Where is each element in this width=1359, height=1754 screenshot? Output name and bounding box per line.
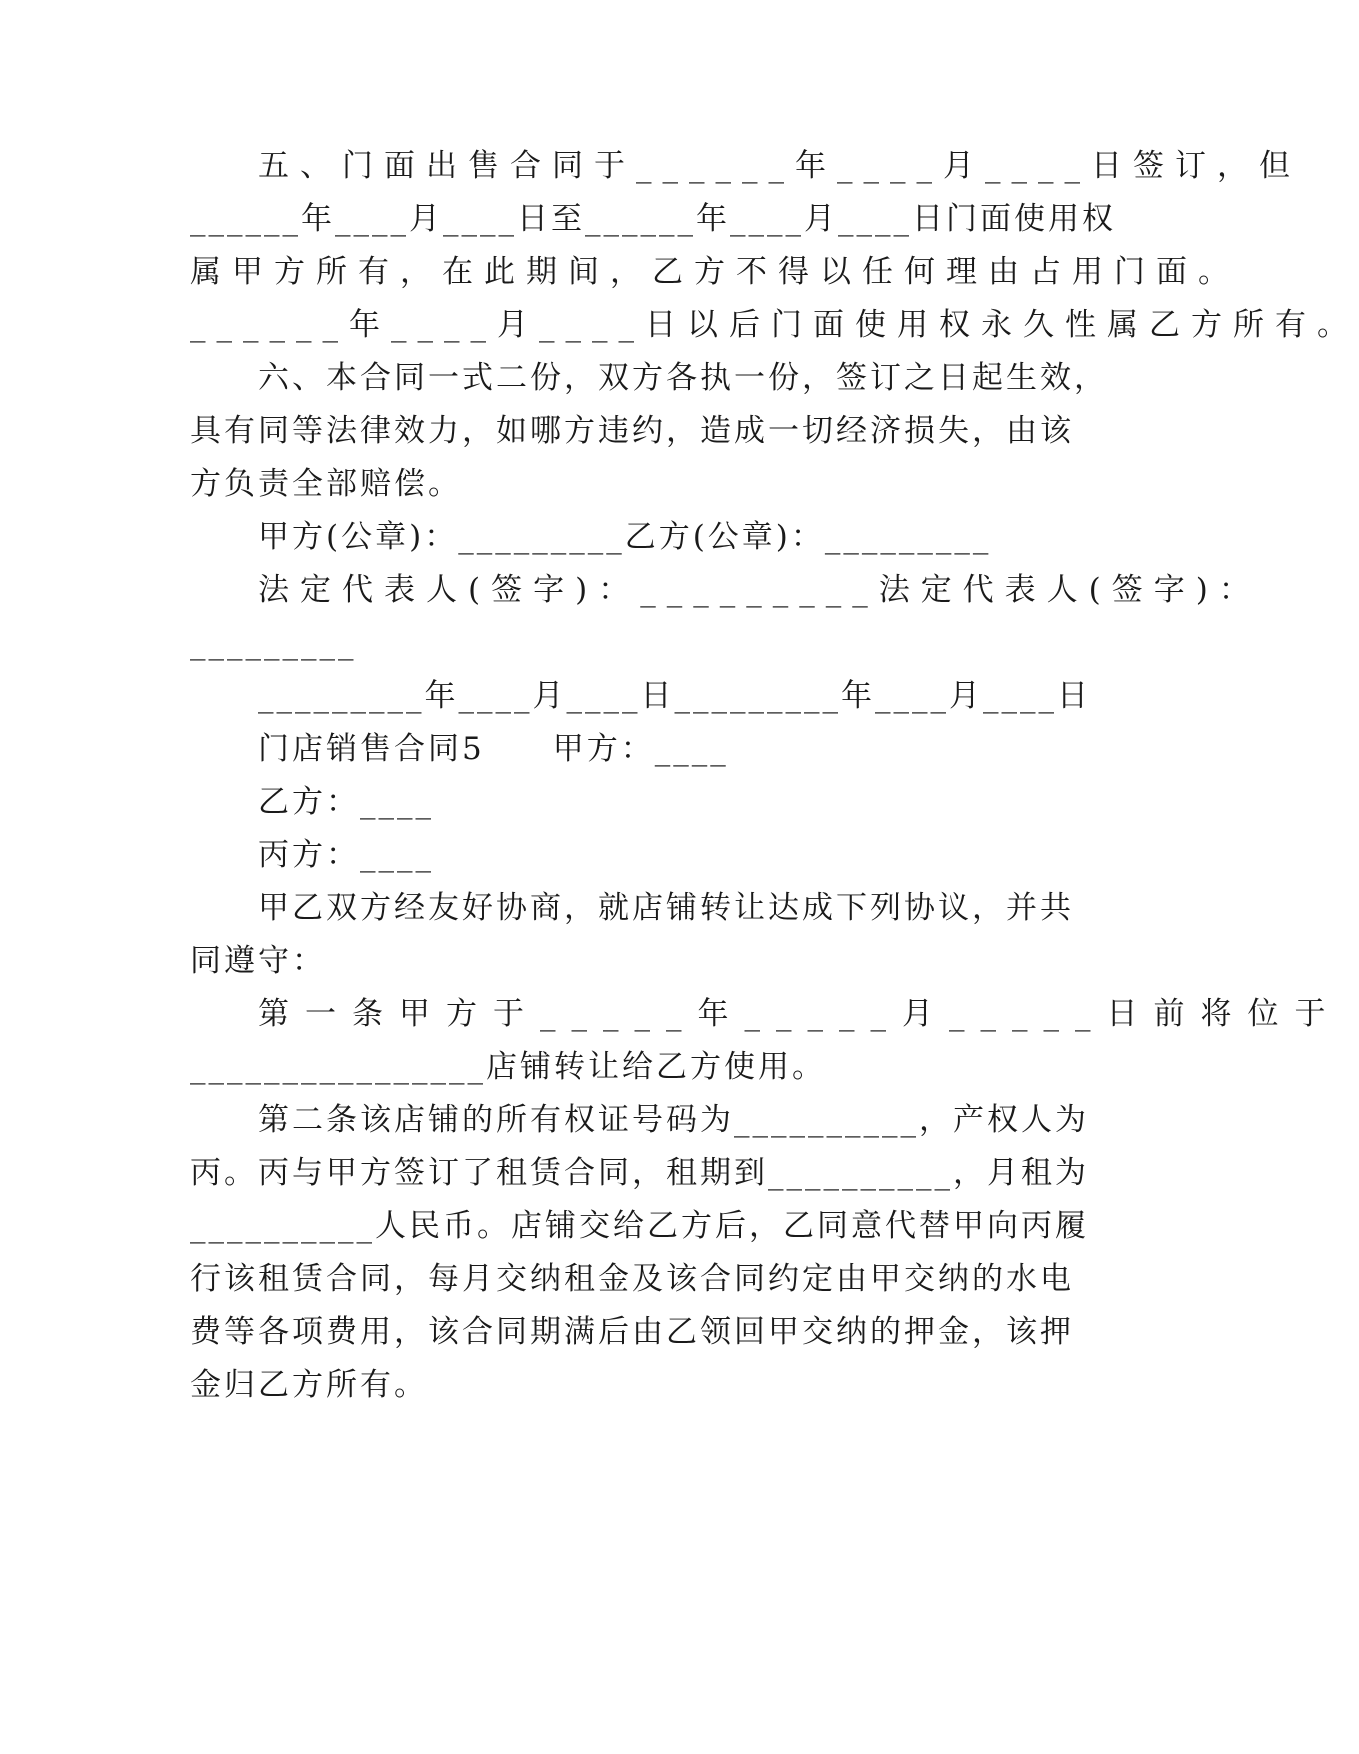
clause-6-line-1: 六、本合同一式二份，双方各执一份，签订之日起生效， xyxy=(258,360,1108,396)
article-1-line-2: ________________店铺转让给乙方使用。 xyxy=(190,1049,826,1085)
party-c-line: 丙方：____ xyxy=(258,837,434,873)
date-line: _________年____月____日_________年____月____日 xyxy=(258,678,1091,714)
article-2-line-5: 费等各项费用，该合同期满后由乙领回甲交纳的押金，该押 xyxy=(190,1314,1074,1350)
clause-5-line-4: ______年____月____日以后门面使用权永久性属乙方所有。 xyxy=(190,307,1359,343)
article-2-line-3: __________人民币。店铺交给乙方后，乙同意代替甲向丙履 xyxy=(190,1208,1089,1244)
agreement-intro-line-2: 同遵守： xyxy=(190,943,326,979)
contract-title-line: 门店销售合同5 甲方：____ xyxy=(258,731,729,767)
article-2-line-2: 丙。丙与甲方签订了租赁合同，租期到__________，月租为 xyxy=(190,1155,1089,1191)
representative-line: 法定代表人(签字)：_________法定代表人(签字)： xyxy=(258,572,1261,608)
article-2-line-1: 第二条该店铺的所有权证号码为__________，产权人为 xyxy=(258,1102,1089,1138)
clause-5-line-3: 属甲方所有，在此期间，乙方不得以任何理由占用门面。 xyxy=(190,254,1240,290)
seal-line: 甲方(公章)：_________乙方(公章)：_________ xyxy=(258,519,992,555)
agreement-intro-line-1: 甲乙双方经友好协商，就店铺转让达成下列协议，并共 xyxy=(258,890,1074,926)
representative-blank-line: _________ xyxy=(190,625,357,661)
party-b-line: 乙方：____ xyxy=(258,784,434,820)
article-1-line-1: 第一条甲方于_____年_____月_____日前将位于 xyxy=(258,996,1342,1032)
clause-6-line-3: 方负责全部赔偿。 xyxy=(190,466,462,502)
clause-5-line-1: 五、门面出售合同于______年____月____日签订，但 xyxy=(258,148,1301,184)
article-2-line-6: 金归乙方所有。 xyxy=(190,1367,428,1403)
clause-6-line-2: 具有同等法律效力，如哪方违约，造成一切经济损失，由该 xyxy=(190,413,1074,449)
article-2-line-4: 行该租赁合同，每月交纳租金及该合同约定由甲交纳的水电 xyxy=(190,1261,1074,1297)
clause-5-line-2: ______年____月____日至______年____月____日门面使用权 xyxy=(190,201,1116,237)
